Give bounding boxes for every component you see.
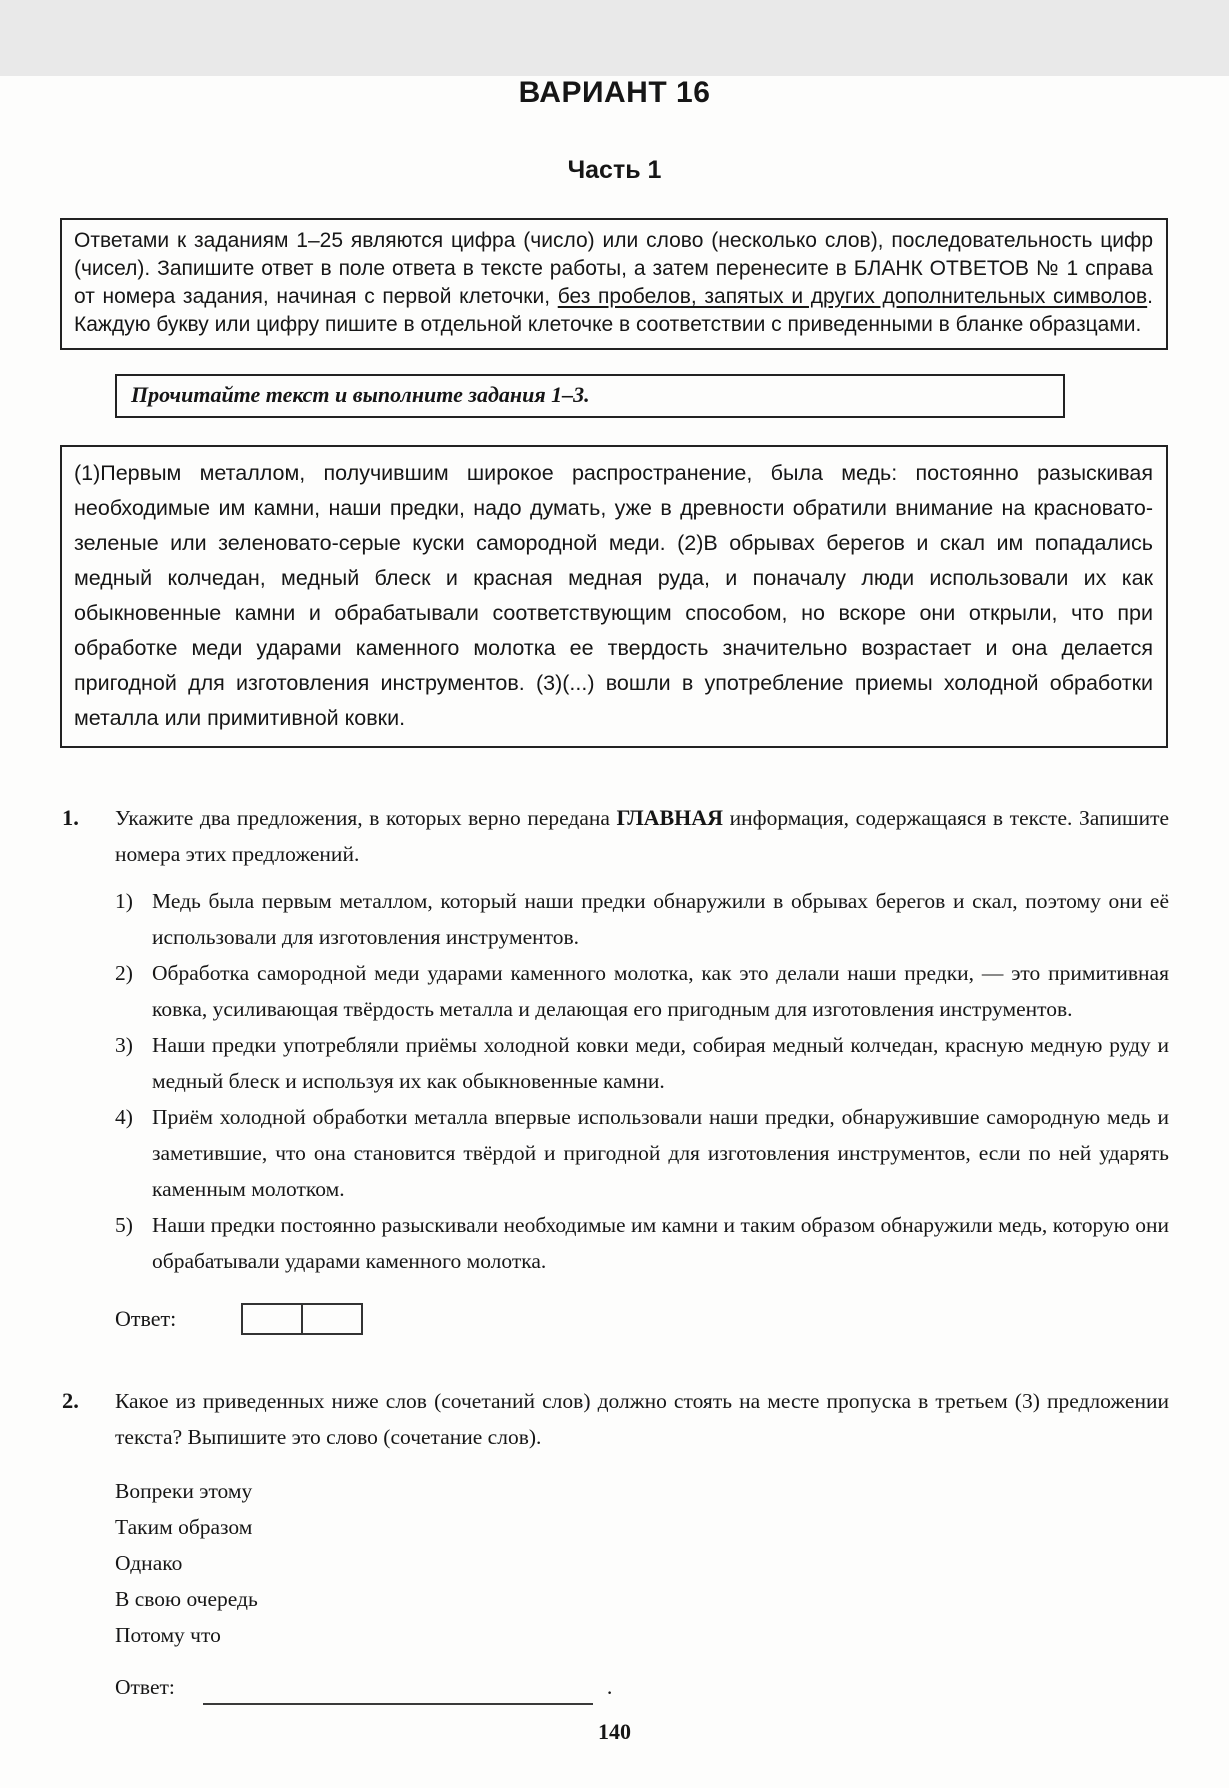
- q2-option-2: Таким образом: [115, 1515, 253, 1539]
- question-1-stem-part1: Укажите два предложения, в которых верно передана: [115, 806, 617, 830]
- question-2-answer-label: Ответ:: [115, 1675, 175, 1699]
- option-item-2: [115, 955, 1169, 1027]
- passage-text: (1)Первым металлом, получившим широкое распространение, была медь: постоянно разыскивая необходимые им камни, наши предки, надо думать, уже в древности обратили внимание на красновато-зеленые или зеленовато-серые куски самородной меди. (2)В обрывах берегов и скал им попадались медный колчедан, медный блеск и красная медная руда, и поначалу люди использовали их как обыкновенные камни и обрабатывали соответствующим способом, но вскоре они открыли, что при обработке меди ударами каменного молотка ее твердость значительно возрастает и она делается пригодной для изготовления инструментов. (3)(...) вошли в употребление приемы холодной обработки металла или примитивной ковки.: [74, 461, 1153, 730]
- question-1-stem: [115, 800, 1169, 872]
- read-task-box: [115, 374, 1065, 418]
- option-4-text: Приём холодной обработки металла впервые использовали наши предки, обнаружившие самородную медь и заметившие, что она становится твёрдой и пригодной для изготовления инструментов, если по ней ударять каменным молотком.: [152, 1105, 1169, 1201]
- question-2: [62, 1383, 1169, 1705]
- page-number: 140: [598, 1719, 631, 1744]
- option-item-5: [115, 1207, 1169, 1279]
- instruction-underlined-text: без пробелов, запятых и других дополнительных символов: [557, 285, 1148, 308]
- q2-option-3: Однако: [115, 1551, 183, 1575]
- q2-option-1: Вопреки этому: [115, 1479, 253, 1503]
- option-1-text: Медь была первым металлом, который наши предки обнаружили в обрывах берегов и скал, поэтому они её использовали для изготовления инструментов.: [152, 889, 1169, 949]
- option-4-number: 4): [115, 1105, 133, 1129]
- question-2-answer-row: [115, 1669, 1169, 1705]
- question-1-answer-cells: [241, 1303, 363, 1335]
- instruction-box: [60, 218, 1168, 350]
- answer-period: .: [606, 1674, 613, 1699]
- instruction-text-part2: . Каждую букву или цифру пишите в отдельной клеточке в соответствии с приведенными в бланке образцами.: [74, 285, 1153, 336]
- option-item-1: [115, 883, 1169, 955]
- passage-box: [60, 445, 1168, 748]
- read-task-text: Прочитайте текст и выполните задания 1–3.: [131, 382, 590, 407]
- question-2-stem: Какое из приведенных ниже слов (сочетаний слов) должно стоять на месте пропуска в третьем (3) предложении текста? Выпишите это слово (сочетание слов).: [115, 1389, 1169, 1449]
- question-1-options-list: [115, 883, 1169, 1279]
- question-2-number: 2.: [62, 1388, 79, 1413]
- answer-cell-2[interactable]: [301, 1303, 363, 1335]
- answer-cell-1[interactable]: [241, 1303, 303, 1335]
- option-5-text: Наши предки постоянно разыскивали необходимые им камни и таким образом обнаружили медь, которую они обрабатывали ударами каменного молотка.: [152, 1213, 1169, 1273]
- question-1-stem-bold-word: ГЛАВНАЯ: [616, 805, 724, 830]
- exam-page: [0, 76, 1229, 1788]
- question-1-answer-row: [115, 1301, 1169, 1337]
- question-1-stem-part2: информация, содержащаяся в тексте. Запишите номера этих предложений.: [115, 806, 1170, 866]
- question-1: [62, 800, 1169, 1337]
- part-title: Часть 1: [567, 156, 662, 184]
- option-3-number: 3): [115, 1033, 133, 1057]
- question-1-number: 1.: [62, 805, 79, 830]
- answer-blank-line[interactable]: [203, 1681, 593, 1705]
- option-2-text: Обработка самородной меди ударами каменного молотка, как это делали наши предки, — это примитивная ковка, усиливающая твёрдость металла и делающая его пригодным для изготовления инструментов.: [152, 961, 1169, 1021]
- option-item-3: [115, 1027, 1169, 1099]
- q2-option-5: Потому что: [115, 1623, 221, 1647]
- question-1-answer-label: Ответ:: [115, 1306, 177, 1331]
- option-1-number: 1): [115, 889, 133, 913]
- option-2-number: 2): [115, 961, 133, 985]
- q2-option-4: В свою очередь: [115, 1587, 258, 1611]
- option-5-number: 5): [115, 1213, 133, 1237]
- instruction-text-part1: Ответами к заданиям 1–25 являются цифра (число) или слово (несколько слов), последовательность цифр (чисел). Запишите ответ в поле ответа в тексте работы, а затем перенесите в БЛАНК ОТВЕТОВ № 1 справа от номера задания, начиная с первой клеточки,: [74, 229, 1153, 308]
- question-2-options-list: [115, 1473, 1169, 1653]
- option-item-4: [115, 1099, 1169, 1207]
- variant-title: ВАРИАНТ 16: [518, 76, 711, 109]
- option-3-text: Наши предки употребляли приёмы холодной ковки меди, собирая медный колчедан, красную медную руду и медный блеск и используя их как обыкновенные камни.: [152, 1033, 1169, 1093]
